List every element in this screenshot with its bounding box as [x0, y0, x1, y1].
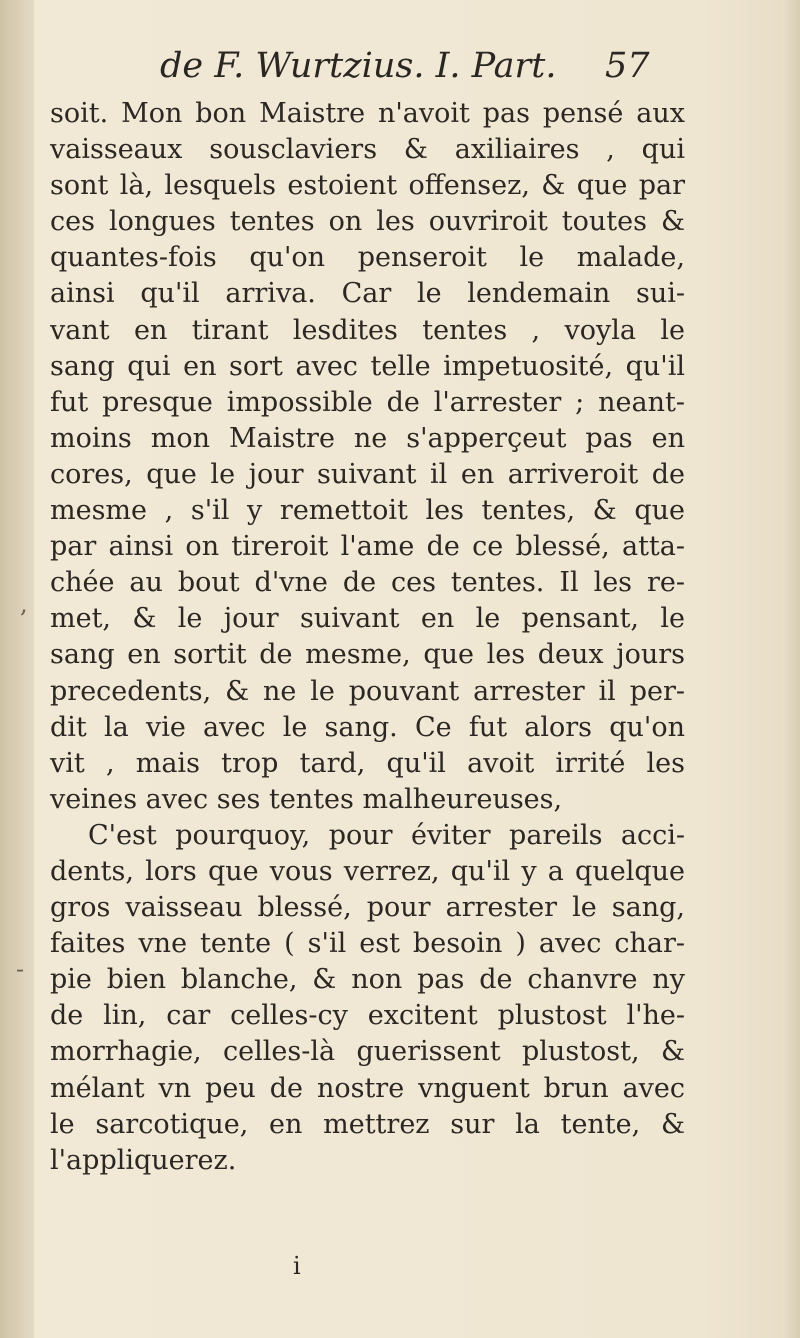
text-line: l'appliquerez. — [50, 1144, 237, 1176]
text-line: le sarcotique, en mettrez sur la tente, & — [50, 1108, 685, 1140]
text-line: quantes-fois qu'on penseroit le malade, — [50, 242, 685, 274]
signature-mark: i — [293, 1252, 301, 1280]
margin-tick: , — [20, 590, 28, 618]
text-line: soit. Mon bon Maistre n'avoit pas pensé aux — [50, 98, 685, 129]
text-line: sont là, lesquels estoient offensez, & que par — [50, 170, 685, 202]
text-line: dents, lors que vous verrez, qu'il y a quelque — [50, 855, 685, 887]
text-line: moins mon Maistre ne s'apperçeut pas en — [50, 422, 685, 454]
running-header — [160, 40, 690, 96]
text-line: vit , mais trop tard, qu'il avoit irrité les — [50, 747, 685, 779]
text-line: mélant vn peu de nostre vnguent brun avec — [50, 1072, 685, 1104]
margin-tick: - — [16, 955, 25, 983]
text-line: de lin, car celles-cy excitent plustost l'he- — [50, 1000, 685, 1032]
text-line: vaisseaux sousclaviers & axiliaires , qui — [50, 134, 685, 166]
text-line: precedents, & ne le pouvant arrester il per- — [50, 675, 685, 707]
text-line: faites vne tente ( s'il est besoin ) avec char- — [50, 928, 685, 960]
text-line: gros vaisseau blessé, pour arrester le sang, — [50, 892, 685, 924]
text-line: C'est pourquoy, pour éviter pareils acci- — [88, 819, 685, 851]
text-line: chée au bout d'vne de ces tentes. Il les re- — [50, 567, 685, 599]
body-text — [50, 96, 685, 1179]
text-line: fut presque impossible de l'arrester ; neant- — [50, 386, 685, 418]
text-line: sang qui en sort avec telle impetuosité, qu'il — [50, 350, 685, 382]
page-number: 57 — [605, 46, 650, 86]
running-title: de F. Wurtzius. I. Part. — [160, 46, 557, 86]
text-line: ces longues tentes on les ouvriroit toutes & — [50, 206, 685, 238]
text-line: morrhagie, celles-là guerissent plustost, & — [50, 1036, 685, 1068]
text-line: mesme , s'il y remettoit les tentes, & que — [50, 495, 685, 527]
text-line: dit la vie avec le sang. Ce fut alors qu'on — [50, 711, 685, 743]
text-line: sang en sortit de mesme, que les deux jours — [50, 639, 685, 671]
page-edge — [782, 0, 800, 1338]
text-line: cores, que le jour suivant il en arriveroit de — [50, 458, 685, 490]
text-line: veines avec ses tentes malheureuses, — [50, 783, 563, 815]
text-line: par ainsi on tireroit l'ame de ce blessé, atta- — [50, 531, 685, 563]
text-line: met, & le jour suivant en le pensant, le — [50, 603, 685, 635]
gutter-shadow — [0, 0, 34, 1338]
text-line: pie bien blanche, & non pas de chanvre ny — [50, 964, 685, 996]
text-line: vant en tirant lesdites tentes , voyla le — [50, 314, 685, 346]
text-line: ainsi qu'il arriva. Car le lendemain sui- — [50, 278, 685, 310]
